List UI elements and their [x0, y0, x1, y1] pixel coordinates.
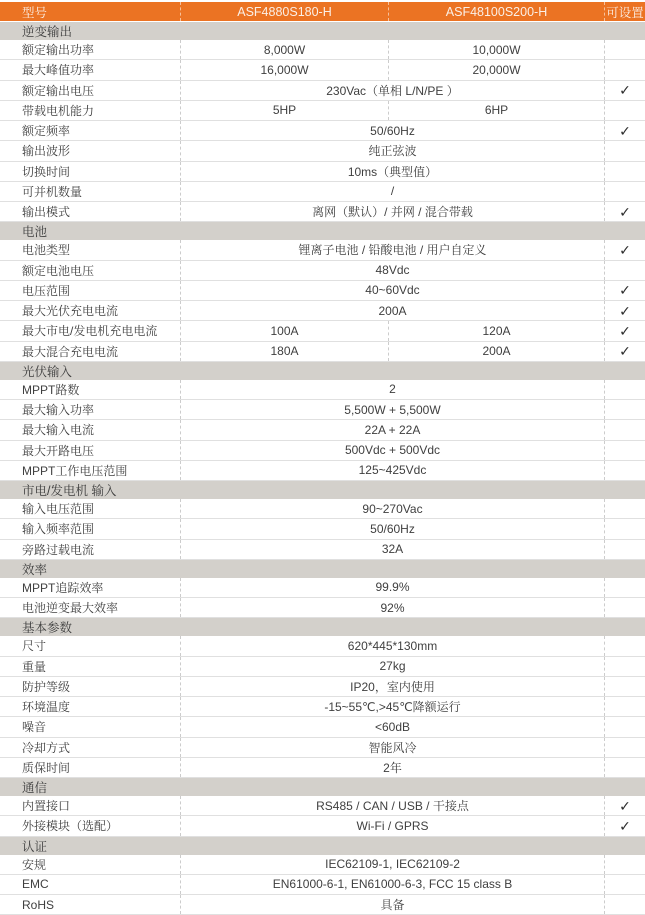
table-row	[0, 101, 645, 121]
section-header-row	[0, 778, 645, 796]
spec-value-shared: 99.9%	[180, 578, 604, 597]
spec-value-shared: 48Vdc	[180, 261, 604, 280]
settable-cell	[604, 182, 645, 201]
settable-cell	[604, 380, 645, 399]
settable-cell	[604, 240, 645, 259]
spec-value-shared: 27kg	[180, 657, 604, 676]
settable-cell	[604, 677, 645, 696]
spec-value-shared: 620*445*130mm	[180, 636, 604, 655]
spec-label: 电压范围	[22, 283, 71, 298]
table-row	[0, 40, 645, 60]
check-icon: ✓	[619, 282, 631, 299]
spec-value-shared: 500Vdc + 500Vdc	[180, 441, 604, 460]
section-header-row	[0, 618, 645, 636]
spec-label: 额定输出功率	[22, 43, 95, 58]
section-title: 电池	[22, 225, 48, 240]
table-row	[0, 162, 645, 182]
spec-value-model1: 16,000W	[180, 60, 388, 79]
table-row	[0, 321, 645, 341]
settable-cell	[604, 816, 645, 835]
spec-label: 最大市电/发电机充电电流	[22, 324, 158, 339]
spec-label: 内置接口	[22, 799, 71, 814]
table-row	[0, 657, 645, 677]
check-icon: ✓	[619, 122, 631, 139]
spec-label: 最大开路电压	[22, 443, 95, 458]
spec-label: 带载电机能力	[22, 103, 95, 118]
settable-cell	[604, 400, 645, 419]
table-body	[0, 22, 645, 915]
table-row	[0, 441, 645, 461]
spec-label: 输入电压范围	[22, 502, 95, 517]
table-row	[0, 816, 645, 836]
settable-cell	[604, 321, 645, 340]
settable-cell	[604, 441, 645, 460]
spec-value-shared: 锂离子电池 / 铅酸电池 / 用户自定义	[180, 240, 604, 259]
spec-label: 额定输出电压	[22, 83, 95, 98]
spec-value-shared: IEC62109-1, IEC62109-2	[180, 855, 604, 874]
spec-label: 质保时间	[22, 760, 71, 775]
spec-value-shared: 230Vac（单相 L/N/PE ）	[180, 81, 604, 100]
spec-value-shared: 2年	[180, 758, 604, 777]
spec-value-model2: 10,000W	[388, 40, 604, 59]
check-icon: ✓	[619, 343, 631, 360]
table-row	[0, 60, 645, 80]
settable-cell	[604, 540, 645, 559]
settable-cell	[604, 636, 645, 655]
spec-label: 环境温度	[22, 700, 71, 715]
settable-cell	[604, 141, 645, 160]
spec-label: 安规	[22, 857, 47, 872]
spec-value-shared: 具备	[180, 895, 604, 914]
table-row	[0, 420, 645, 440]
settable-cell	[604, 261, 645, 280]
check-icon: ✓	[619, 817, 631, 834]
spec-label: 防护等级	[22, 679, 71, 694]
spec-label: 冷却方式	[22, 740, 71, 755]
spec-value-shared: RS485 / CAN / USB / 干接点	[180, 796, 604, 815]
header-model2: ASF48100S200-H	[388, 2, 604, 21]
table-row	[0, 717, 645, 737]
spec-value-shared: 10ms（典型值）	[180, 162, 604, 181]
spec-value-shared: IP20，室内使用	[180, 677, 604, 696]
spec-value-model2: 200A	[388, 342, 604, 361]
check-icon: ✓	[619, 302, 631, 319]
check-icon: ✓	[619, 241, 631, 258]
table-row	[0, 81, 645, 101]
settable-cell	[604, 60, 645, 79]
spec-value-shared: 92%	[180, 598, 604, 617]
spec-label: 最大峰值功率	[22, 63, 95, 78]
spec-value-shared: -15~55℃,>45℃降额运行	[180, 697, 604, 716]
spec-value-shared: EN61000-6-1, EN61000-6-3, FCC 15 class B	[180, 875, 604, 894]
settable-cell	[604, 578, 645, 597]
table-row	[0, 738, 645, 758]
table-row	[0, 796, 645, 816]
spec-value-model2: 120A	[388, 321, 604, 340]
spec-value-shared: 200A	[180, 301, 604, 320]
table-row	[0, 380, 645, 400]
spec-label: 输出波形	[22, 144, 71, 159]
settable-cell	[604, 281, 645, 300]
spec-value-shared: 离网（默认）/ 并网 / 混合带载	[180, 202, 604, 221]
table-row	[0, 121, 645, 141]
check-icon: ✓	[619, 203, 631, 220]
spec-label: 最大输入电流	[22, 423, 95, 438]
table-row	[0, 182, 645, 202]
table-row	[0, 342, 645, 362]
spec-value-shared: 40~60Vdc	[180, 281, 604, 300]
settable-cell	[604, 738, 645, 757]
header-model1: ASF4880S180-H	[180, 2, 388, 21]
settable-cell	[604, 81, 645, 100]
spec-value-shared: 90~270Vac	[180, 499, 604, 518]
spec-value-shared: 50/60Hz	[180, 121, 604, 140]
settable-cell	[604, 875, 645, 894]
table-row	[0, 875, 645, 895]
spec-value-shared: 125~425Vdc	[180, 461, 604, 480]
spec-value-shared: 2	[180, 380, 604, 399]
settable-cell	[604, 121, 645, 140]
settable-cell	[604, 202, 645, 221]
spec-label: 外接模块（选配）	[22, 819, 119, 834]
table-header-row	[0, 2, 645, 21]
table-row	[0, 598, 645, 618]
settable-cell	[604, 461, 645, 480]
section-title: 通信	[22, 781, 48, 795]
spec-label: 切换时间	[22, 164, 71, 179]
spec-label: 重量	[22, 659, 47, 674]
table-row	[0, 461, 645, 481]
section-title: 基本参数	[22, 621, 73, 636]
section-title: 认证	[22, 839, 48, 854]
table-row	[0, 240, 645, 260]
table-row	[0, 855, 645, 875]
spec-value-shared: <60dB	[180, 717, 604, 736]
spec-label: 输入频率范围	[22, 522, 95, 537]
settable-cell	[604, 697, 645, 716]
spec-label: 额定电池电压	[22, 263, 95, 278]
table-row	[0, 261, 645, 281]
spec-label: 电池逆变最大效率	[22, 601, 119, 616]
table-row	[0, 202, 645, 222]
spec-label: MPPT追踪效率	[22, 580, 104, 595]
table-row	[0, 895, 645, 915]
settable-cell	[604, 40, 645, 59]
spec-label: EMC	[22, 877, 49, 892]
table-row	[0, 400, 645, 420]
check-icon: ✓	[619, 322, 631, 339]
header-model-column-label: 型号	[22, 5, 48, 20]
section-title: 市电/发电机 输入	[22, 484, 117, 498]
spec-label: 最大光伏充电电流	[22, 304, 119, 319]
table-row	[0, 677, 645, 697]
spec-label: 最大输入功率	[22, 403, 95, 418]
table-row	[0, 301, 645, 321]
settable-cell	[604, 101, 645, 120]
section-header-row	[0, 837, 645, 855]
spec-value-shared: 22A + 22A	[180, 420, 604, 439]
spec-label: MPPT路数	[22, 382, 80, 397]
section-title: 光伏输入	[22, 364, 73, 379]
table-row	[0, 758, 645, 778]
settable-cell	[604, 162, 645, 181]
spec-value-shared: 32A	[180, 540, 604, 559]
section-header-row	[0, 481, 645, 499]
header-settable: 可设置	[604, 2, 645, 21]
section-header-row	[0, 22, 645, 40]
spec-label: RoHS	[22, 897, 55, 912]
settable-cell	[604, 420, 645, 439]
spec-value-shared: /	[180, 182, 604, 201]
spec-value-model2: 20,000W	[388, 60, 604, 79]
spec-value-model1: 180A	[180, 342, 388, 361]
settable-cell	[604, 342, 645, 361]
spec-value-shared: 5,500W + 5,500W	[180, 400, 604, 419]
section-header-row	[0, 222, 645, 240]
section-header-row	[0, 362, 645, 380]
spec-value-shared: 智能风冷	[180, 738, 604, 757]
spec-value-shared: 50/60Hz	[180, 519, 604, 538]
table-row	[0, 578, 645, 598]
table-row	[0, 281, 645, 301]
settable-cell	[604, 301, 645, 320]
settable-cell	[604, 598, 645, 617]
settable-cell	[604, 796, 645, 815]
spec-label: 尺寸	[22, 639, 47, 654]
table-row	[0, 697, 645, 717]
spec-value-model1: 8,000W	[180, 40, 388, 59]
spec-value-model1: 5HP	[180, 101, 388, 120]
spec-label: 最大混合充电电流	[22, 344, 119, 359]
spec-value-shared: 纯正弦波	[180, 141, 604, 160]
section-title: 效率	[22, 562, 48, 577]
table-row	[0, 540, 645, 560]
table-row	[0, 636, 645, 656]
spec-value-shared: Wi-Fi / GPRS	[180, 816, 604, 835]
spec-label: 电池类型	[22, 243, 71, 258]
settable-cell	[604, 895, 645, 914]
settable-cell	[604, 499, 645, 518]
spec-label: 旁路过载电流	[22, 542, 95, 557]
spec-label: 输出模式	[22, 205, 71, 220]
spec-label: MPPT工作电压范围	[22, 463, 128, 478]
spec-value-model1: 100A	[180, 321, 388, 340]
settable-cell	[604, 717, 645, 736]
settable-cell	[604, 519, 645, 538]
check-icon: ✓	[619, 82, 631, 99]
table-row	[0, 519, 645, 539]
spec-label: 可并机数量	[22, 184, 83, 199]
settable-cell	[604, 657, 645, 676]
table-row	[0, 141, 645, 161]
spec-label: 噪音	[22, 720, 47, 735]
spec-label: 额定频率	[22, 124, 71, 139]
settable-cell	[604, 855, 645, 874]
check-icon: ✓	[619, 797, 631, 814]
section-header-row	[0, 560, 645, 578]
section-title: 逆变输出	[22, 25, 73, 39]
spec-value-model2: 6HP	[388, 101, 604, 120]
settable-cell	[604, 758, 645, 777]
table-row	[0, 499, 645, 519]
